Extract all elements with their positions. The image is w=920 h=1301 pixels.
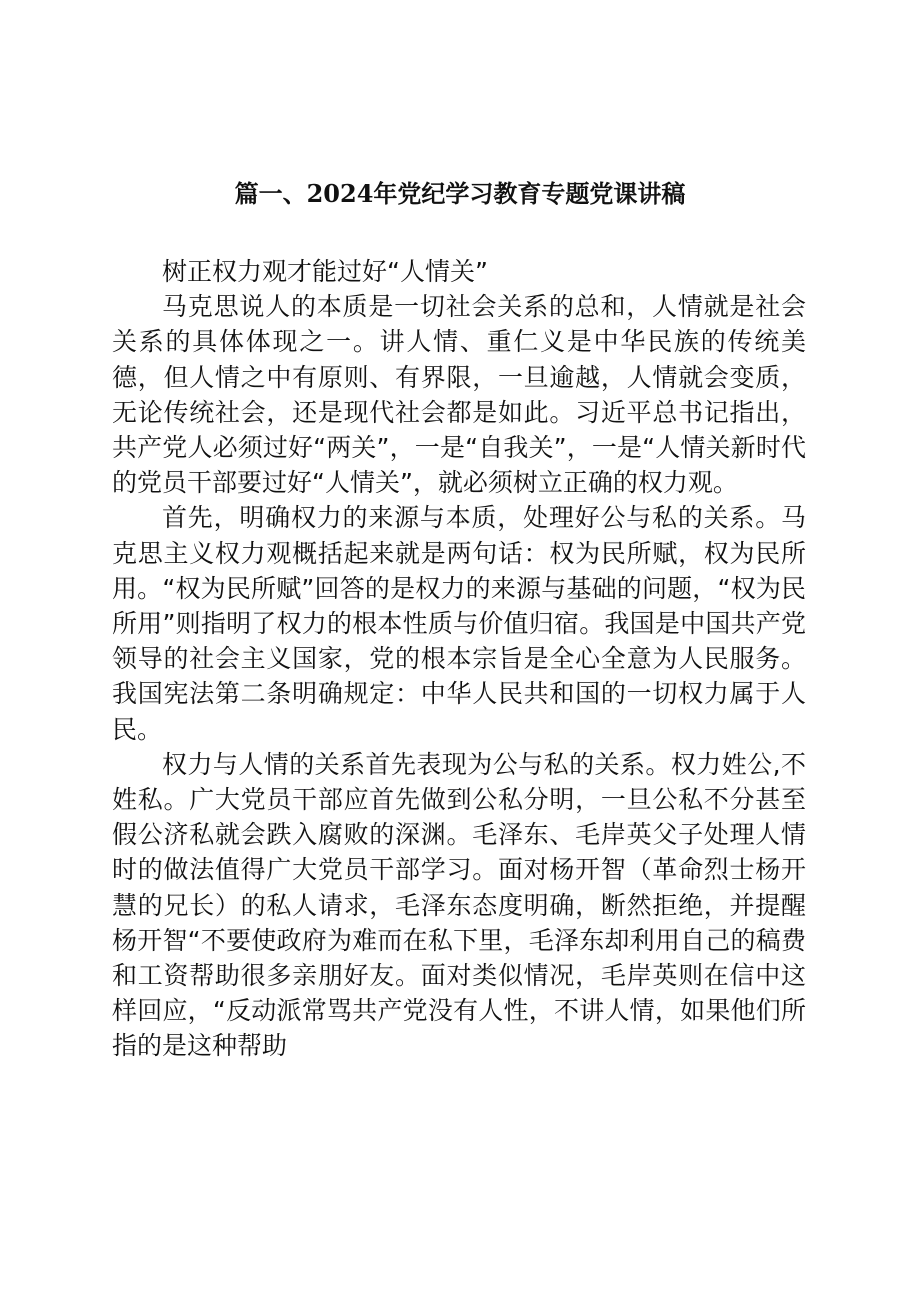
document-body — [112, 254, 806, 1064]
section-subheading: 树正权力观才能过好“人情关” — [162, 257, 488, 286]
paragraph-2: 首先，明确权力的来源与本质，处理好公与私的关系。马克思主义权力观概括起来就是两句话：权为民所赋，权为民所用。“权为民所赋”回答的是权力的来源与基础的问题，“权为民所用”则指明了权力的根本性质与价值归宿。我国是中国共产党领导的社会主义国家，党的根本宗旨是全心全意为人民服务。我国宪法第二条明确规定：中华人民共和国的一切权力属于人民。 — [112, 503, 806, 744]
document-title: 篇一、2024年党纪学习教育专题党课讲稿 — [234, 179, 686, 208]
paragraph-1: 马克思说人的本质是一切社会关系的总和，人情就是社会关系的具体体现之一。讲人情、重仁义是中华民族的传统美德，但人情之中有原则、有界限，一旦逾越，人情就会变质，无论传统社会，还是现代社会都是如此。习近平总书记指出，共产党人必须过好“两关”，一是“自我关”，一是“人情关新时代的党员干部要过好“人情关”，就必须树立正确的权力观。 — [112, 292, 806, 498]
paragraph-3: 权力与人情的关系首先表现为公与私的关系。权力姓公,不姓私。广大党员干部应首先做到公私分明，一旦公私不分甚至假公济私就会跌入腐败的深渊。毛泽东、毛岸英父子处理人情时的做法值得广大党员干部学习。面对杨开智（革命烈士杨开慧的兄长）的私人请求，毛泽东态度明确，断然拒绝，并提醒杨开智“不要使政府为难而在私下里，毛泽东却利用自己的稿费和工资帮助很多亲朋好友。面对类似情况，毛岸英则在信中这样回应，“反动派常骂共产党没有人性，不讲人情，如果他们所指的是这种帮助 — [112, 749, 806, 1061]
